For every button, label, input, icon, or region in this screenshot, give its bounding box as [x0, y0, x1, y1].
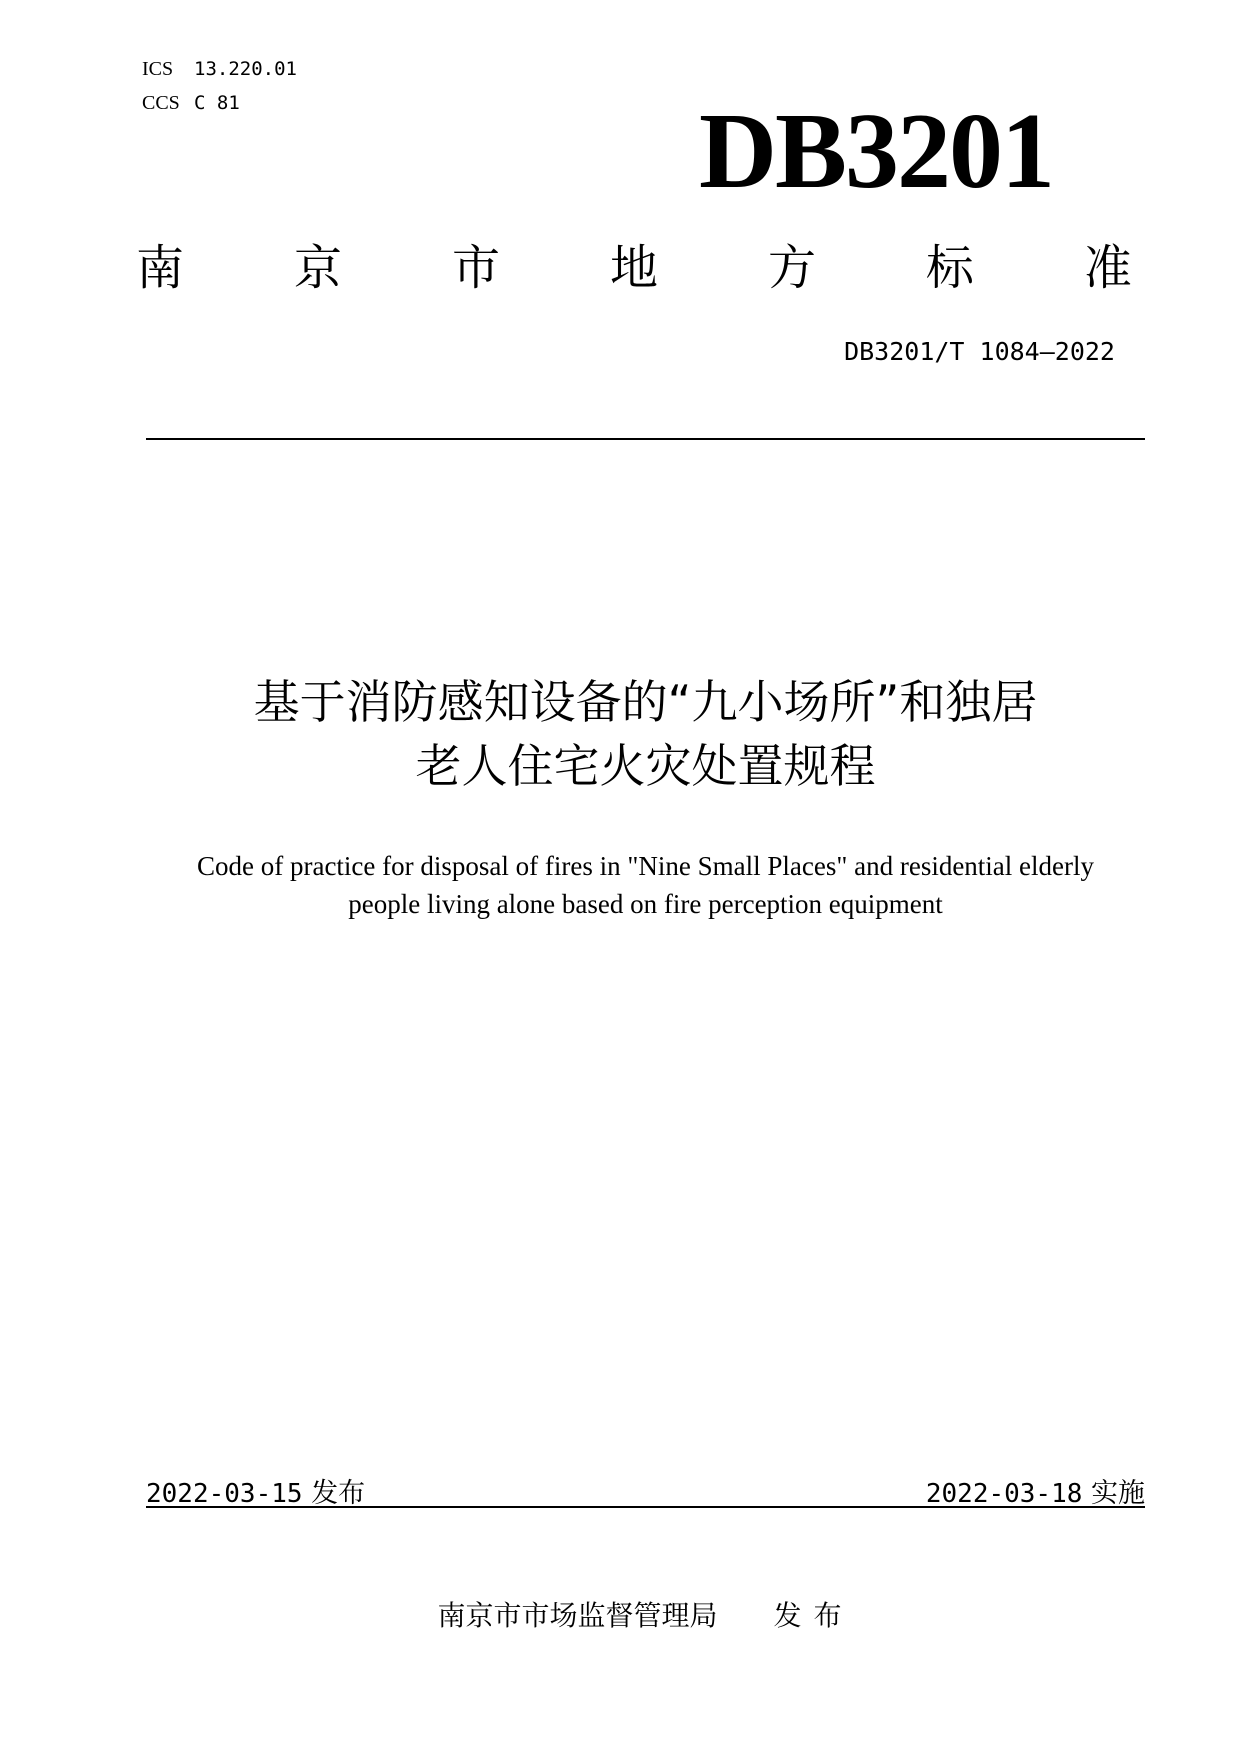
standard-type-char: 地: [609, 240, 658, 296]
ccs-classification: [142, 92, 240, 115]
ics-classification: [142, 58, 297, 81]
publisher-action: 发布: [773, 1599, 854, 1632]
top-divider: [146, 438, 1145, 440]
standard-type-char: 市: [451, 240, 500, 296]
issue-date-label: 发布: [311, 1478, 366, 1509]
ics-label: ICS: [142, 58, 174, 80]
standard-type-char: 方: [767, 240, 816, 296]
english-title-line-1: Code of practice for disposal of fires in "Nine Small Places" and residential elderly: [196, 851, 1095, 881]
standard-type-heading: [136, 240, 1132, 296]
implementation-date-value: 2022-03-18: [925, 1479, 1083, 1509]
standard-type-char: 准: [1083, 240, 1132, 296]
publisher-line: [0, 1594, 1241, 1634]
chinese-title: [0, 670, 1241, 798]
standard-type-char: 南: [136, 240, 185, 296]
issue-date-value: 2022-03-15: [146, 1479, 303, 1509]
publisher-name: 南京市市场监督管理局: [437, 1599, 718, 1632]
standard-type-char: 标: [925, 240, 974, 296]
issue-date: [146, 1471, 365, 1510]
ics-code: 13.220.01: [194, 58, 297, 80]
ccs-label: CCS: [142, 92, 180, 114]
standard-type-char: 京: [293, 240, 342, 296]
chinese-title-line-1: 基于消防感知设备的“九小场所”和独居: [253, 675, 1038, 729]
ccs-code: C 81: [194, 92, 240, 114]
db-logo: DB3201: [698, 92, 1053, 211]
english-title: [0, 847, 1241, 923]
chinese-title-line-2: 老人住宅火灾处置规程: [415, 739, 876, 793]
implementation-date-label: 实施: [1091, 1478, 1145, 1509]
bottom-divider: [146, 1506, 1145, 1508]
implementation-date: [926, 1471, 1145, 1510]
standard-number: DB3201/T 1084—2022: [844, 337, 1115, 366]
english-title-line-2: people living alone based on fire perception equipment: [348, 889, 943, 919]
